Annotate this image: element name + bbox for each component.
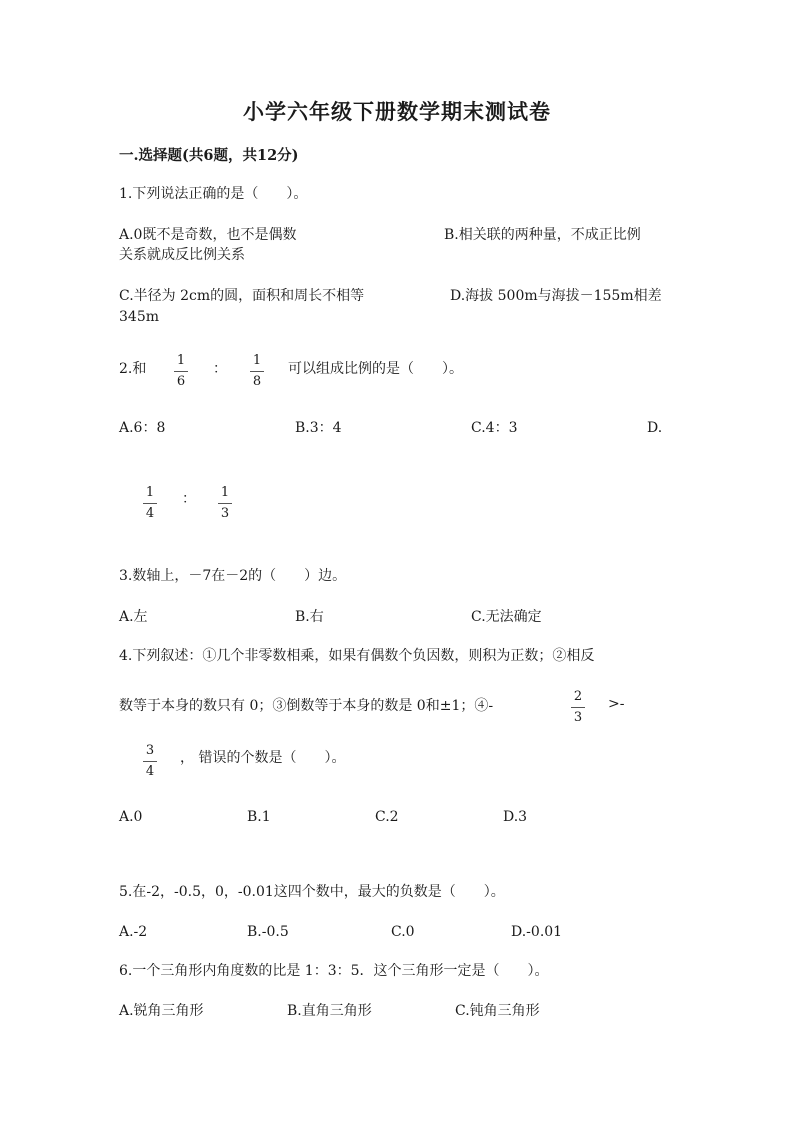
fraction-numerator: 2 bbox=[573, 689, 583, 704]
question-2-option-d: D. bbox=[647, 420, 663, 436]
fraction bbox=[143, 486, 157, 520]
question-4-option-d: D.3 bbox=[503, 809, 528, 825]
question-4-line-3: ， 错误的个数是（ ）。 bbox=[180, 750, 346, 766]
question-2-option-a: A.6：8 bbox=[119, 420, 166, 436]
fraction-denominator: 6 bbox=[176, 374, 186, 389]
fraction bbox=[218, 486, 232, 520]
question-6-option-a: A.锐角三角形 bbox=[119, 1003, 204, 1019]
question-2-prefix: 2.和 bbox=[119, 361, 147, 377]
fraction-bar bbox=[143, 503, 157, 504]
fraction-denominator: 3 bbox=[573, 710, 583, 725]
fraction-bar bbox=[250, 371, 264, 372]
fraction-bar bbox=[571, 707, 585, 708]
question-2-stem: 可以组成比例的是（ ）。 bbox=[288, 361, 463, 377]
question-2-option-b: B.3：4 bbox=[295, 420, 342, 436]
fraction bbox=[174, 354, 188, 388]
question-1-option-d-cont: 345m bbox=[119, 309, 159, 325]
fraction-numerator: 1 bbox=[220, 485, 230, 500]
fraction-denominator: 4 bbox=[145, 764, 155, 779]
question-5-option-b: B.-0.5 bbox=[247, 924, 289, 940]
ratio-colon: ： bbox=[213, 361, 227, 377]
fraction-denominator: 3 bbox=[220, 506, 230, 521]
question-2-option-c: C.4：3 bbox=[471, 420, 518, 436]
question-6-option-b: B.直角三角形 bbox=[287, 1003, 372, 1019]
fraction bbox=[143, 744, 157, 778]
question-3-option-b: B.右 bbox=[295, 609, 324, 625]
fraction bbox=[571, 690, 585, 724]
question-1-option-a: A.0既不是奇数，也不是偶数 bbox=[119, 227, 297, 243]
section-heading: 一.选择题(共6题，共12分) bbox=[119, 147, 299, 164]
question-3-stem: 3.数轴上，－7在－2的（ ）边。 bbox=[119, 568, 347, 584]
fraction-denominator: 4 bbox=[145, 506, 155, 521]
question-3-option-a: A.左 bbox=[119, 609, 148, 625]
fraction bbox=[250, 354, 264, 388]
question-3-option-c: C.无法确定 bbox=[471, 609, 542, 625]
question-5-option-c: C.0 bbox=[391, 924, 415, 940]
question-1-option-b-cont: 关系就成反比例关系 bbox=[119, 247, 245, 263]
question-5-stem: 5.在-2，-0.5，0，-0.01这四个数中，最大的负数是（ ）。 bbox=[119, 884, 505, 900]
question-4-option-c: C.2 bbox=[375, 809, 399, 825]
question-6-option-c: C.钝角三角形 bbox=[455, 1003, 540, 1019]
question-4-line-2: 数等于本身的数只有 0；③倒数等于本身的数是 0和±1；④- bbox=[119, 698, 494, 714]
question-1-option-d: D.海拔 500m与海拔－155m相差 bbox=[450, 288, 662, 304]
fraction-bar bbox=[218, 503, 232, 504]
fraction-numerator: 1 bbox=[252, 353, 262, 368]
question-1-option-c: C.半径为 2cm的圆，面积和周长不相等 bbox=[119, 288, 365, 304]
page-title: 小学六年级下册数学期末测试卷 bbox=[243, 99, 551, 124]
fraction-denominator: 8 bbox=[252, 374, 262, 389]
question-4-option-b: B.1 bbox=[247, 809, 271, 825]
fraction-bar bbox=[143, 761, 157, 762]
ratio-colon: ： bbox=[182, 491, 196, 507]
question-4-option-a: A.0 bbox=[119, 809, 143, 825]
question-4-line-1: 4.下列叙述：①几个非零数相乘，如果有偶数个负因数，则积为正数；②相反 bbox=[119, 648, 595, 664]
question-1-stem: 1.下列说法正确的是（ ）。 bbox=[119, 186, 308, 202]
fraction-numerator: 1 bbox=[176, 353, 186, 368]
question-5-option-d: D.-0.01 bbox=[511, 924, 563, 940]
fraction-numerator: 3 bbox=[145, 743, 155, 758]
fraction-bar bbox=[174, 371, 188, 372]
question-5-option-a: A.-2 bbox=[119, 924, 148, 940]
question-1-option-b: B.相关联的两种量，不成正比例 bbox=[444, 227, 641, 243]
question-6-stem: 6.一个三角形内角度数的比是 1：3：5．这个三角形一定是（ ）。 bbox=[119, 963, 549, 979]
fraction-numerator: 1 bbox=[145, 485, 155, 500]
greater-than-sign: >- bbox=[608, 696, 625, 712]
